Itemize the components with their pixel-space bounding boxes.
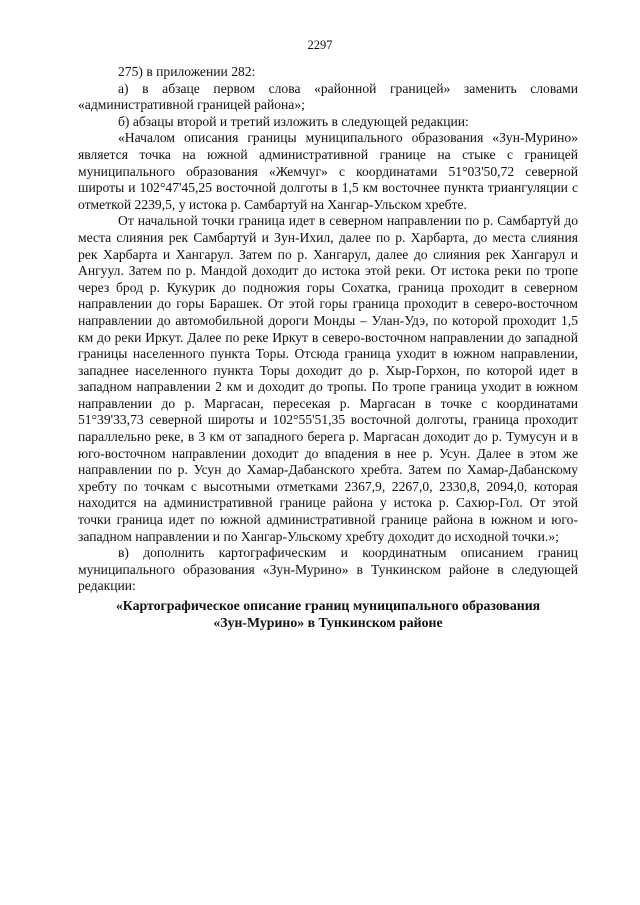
section-heading-line-2: «Зун-Мурино» в Тункинском районе — [213, 615, 443, 630]
paragraph-subitem-v: в) дополнить картографическим и координатным описанием границ муниципального образования «Зун-Мурино» в Тункинском районе в следующей редакции: — [78, 545, 578, 594]
document-body — [78, 64, 578, 631]
paragraph-item-275: 275) в приложении 282: — [118, 64, 256, 79]
paragraph-boundary-start: «Началом описания границы муниципального образования «Зун-Мурино» является точка на южной административной границе на стыке с границей муниципального образования «Жемчуг» с координатами 51°03'50,72 северной широты и 102°47'45,25 восточной долготы в 1,5 км восточнее пункта триангуляции с отметкой 2239,5, у истока р. Самбартуй на Хангар-Ульском хребте. — [78, 130, 578, 212]
page-number: 2297 — [307, 38, 333, 52]
paragraph-subitem-b: б) абзацы второй и третий изложить в следующей редакции: — [118, 113, 469, 129]
section-heading — [78, 597, 578, 631]
paragraph-boundary-route: От начальной точки граница идет в северном направлении по р. Самбартуй до места слияния рек Самбартуй и Зун-Ихил, далее по р. Харбарта, до места слияния рек Харбарта и Хангарул. Затем по р. Хангарул, далее до слияния рек Хангарул и Ангуул. Затем по р. Мандой доходит до истока этой реки. От истока реки по тропе через брод р. Кукурик до подножия горы Сохатка, граница проходит в северном направлении до горы Барашек. От этой горы граница проходит в северо-восточном направлении до автомобильной дороги Монды – Улан-Удэ, по которой проходит 1,5 км до реки Иркут. Далее по реке Иркут в северо-восточном направлении до западной границы населенного пункта Торы. Отсюда граница уходит в южном направлении, западнее населенного пункта Торы доходит до р. Хыр-Горхон, по которой идет в западном направлении 2 км и доходит до тропы. По тропе граница уходит в южном направлении до р. Маргасан, пересекая р. Маргасан в точке с координатами 51°39'33,73 северной широты и 102°55'51,35 восточной долготы, граница проходит параллельно реке, в 3 км от западного берега р. Маргасан доходит до р. Тумусун и в юго-восточном направлении доходит до впадения в нее р. Усун. Далее в этом же направлении по р. Усун до Хамар-Дабанского хребта. Затем по Хамар-Дабанскому хребту по точкам с высотными отметками 2367,9, 2267,0, 2330,8, 2094,0, которая находится на административной границе района у истока р. Сахюр-Гол. От этой точки граница идет по южной административной границе района в южном и юго-западном направлении и по Хангар-Ульскому хребту доходит до исходной точки.»; — [78, 213, 578, 544]
paragraph-subitem-a: а) в абзаце первом слова «районной границей» заменить словами «административной границей района»; — [78, 80, 578, 113]
section-heading-line-1: «Картографическое описание границ муниципального образования — [115, 598, 541, 613]
